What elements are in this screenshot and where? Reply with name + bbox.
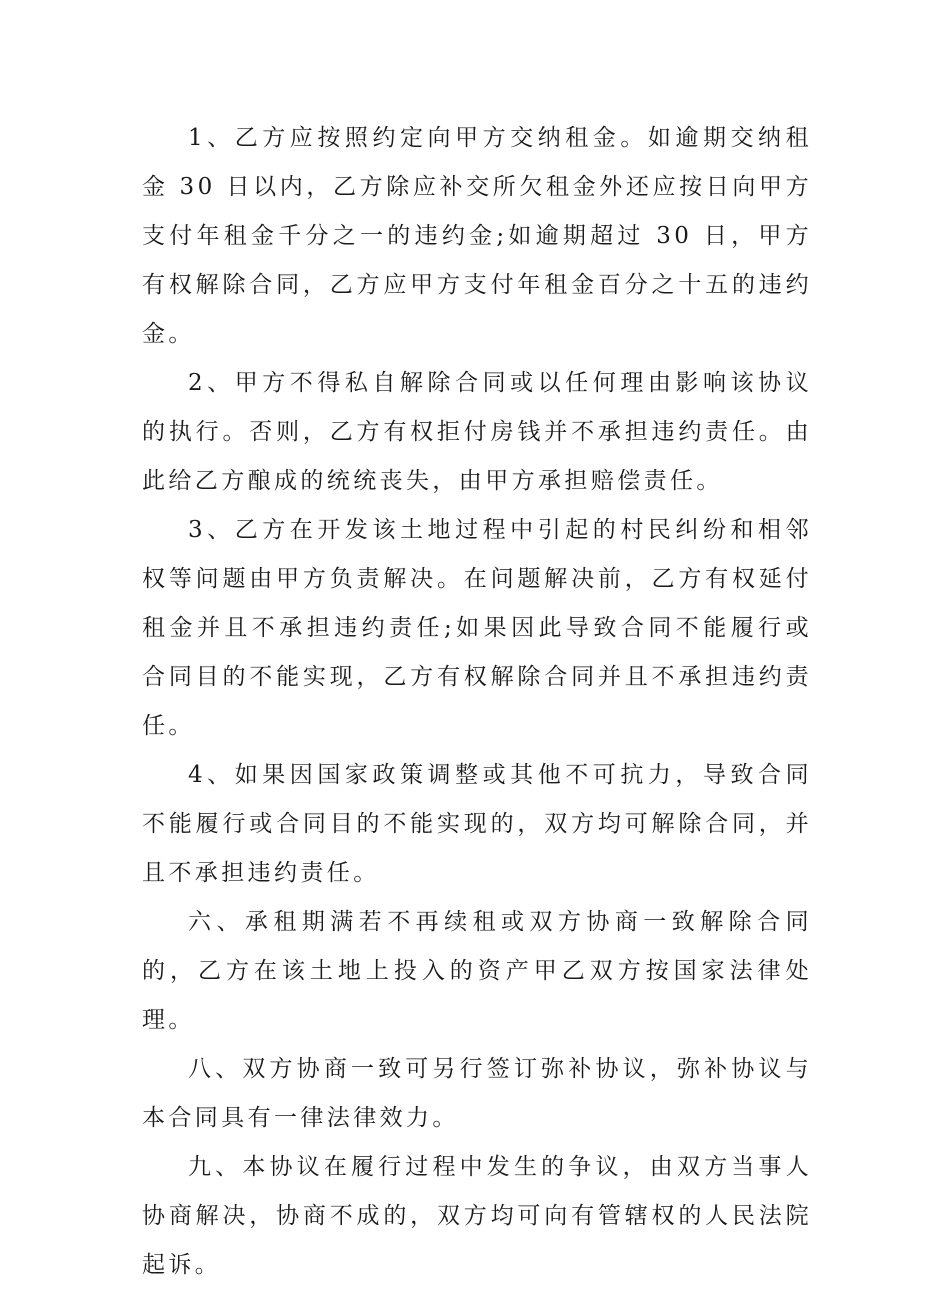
clause-1-paragraph: 1、乙方应按照约定向甲方交纳租金。如逾期交纳租金 30 日以内，乙方除应补交所欠租金外还应按日向甲方支付年租金千分之一的违约金;如逾期超过 30 日，甲方有权解除合同，乙方应甲方支付年租金百分之十五的违约金。 — [142, 125, 813, 347]
clause-3-paragraph: 3、乙方在开发该土地过程中引起的村民纠纷和相邻权等问题由甲方负责解决。在问题解决前，乙方有权延付租金并且不承担违约责任;如果因此导致合同不能履行或合同目的不能实现，乙方有权解除合同并且不承担违约责任。 — [142, 517, 812, 739]
section-8-paragraph: 八、双方协商一致可另行签订弥补协议，弥补协议与本合同具有一律法律效力。 — [142, 1056, 812, 1131]
clause-2-paragraph: 2、甲方不得私自解除合同或以任何理由影响该协议的执行。否则，乙方有权拒付房钱并不承担违约责任。由此给乙方酿成的统统丧失，由甲方承担赔偿责任。 — [142, 370, 812, 494]
section-6-paragraph: 六、承租期满若不再续租或双方协商一致解除合同的，乙方在该土地上投入的资产甲乙双方按国家法律处理。 — [142, 909, 812, 1033]
section-9-paragraph: 九、本协议在履行过程中发生的争议，由双方当事人协商解决，协商不成的，双方均可向有管辖权的人民法院起诉。 — [142, 1154, 812, 1278]
clause-4-paragraph: 4、如果因国家政策调整或其他不可抗力，导致合同不能履行或合同目的不能实现的，双方均可解除合同，并且不承担违约责任。 — [142, 762, 812, 886]
document-body — [142, 114, 812, 1290]
